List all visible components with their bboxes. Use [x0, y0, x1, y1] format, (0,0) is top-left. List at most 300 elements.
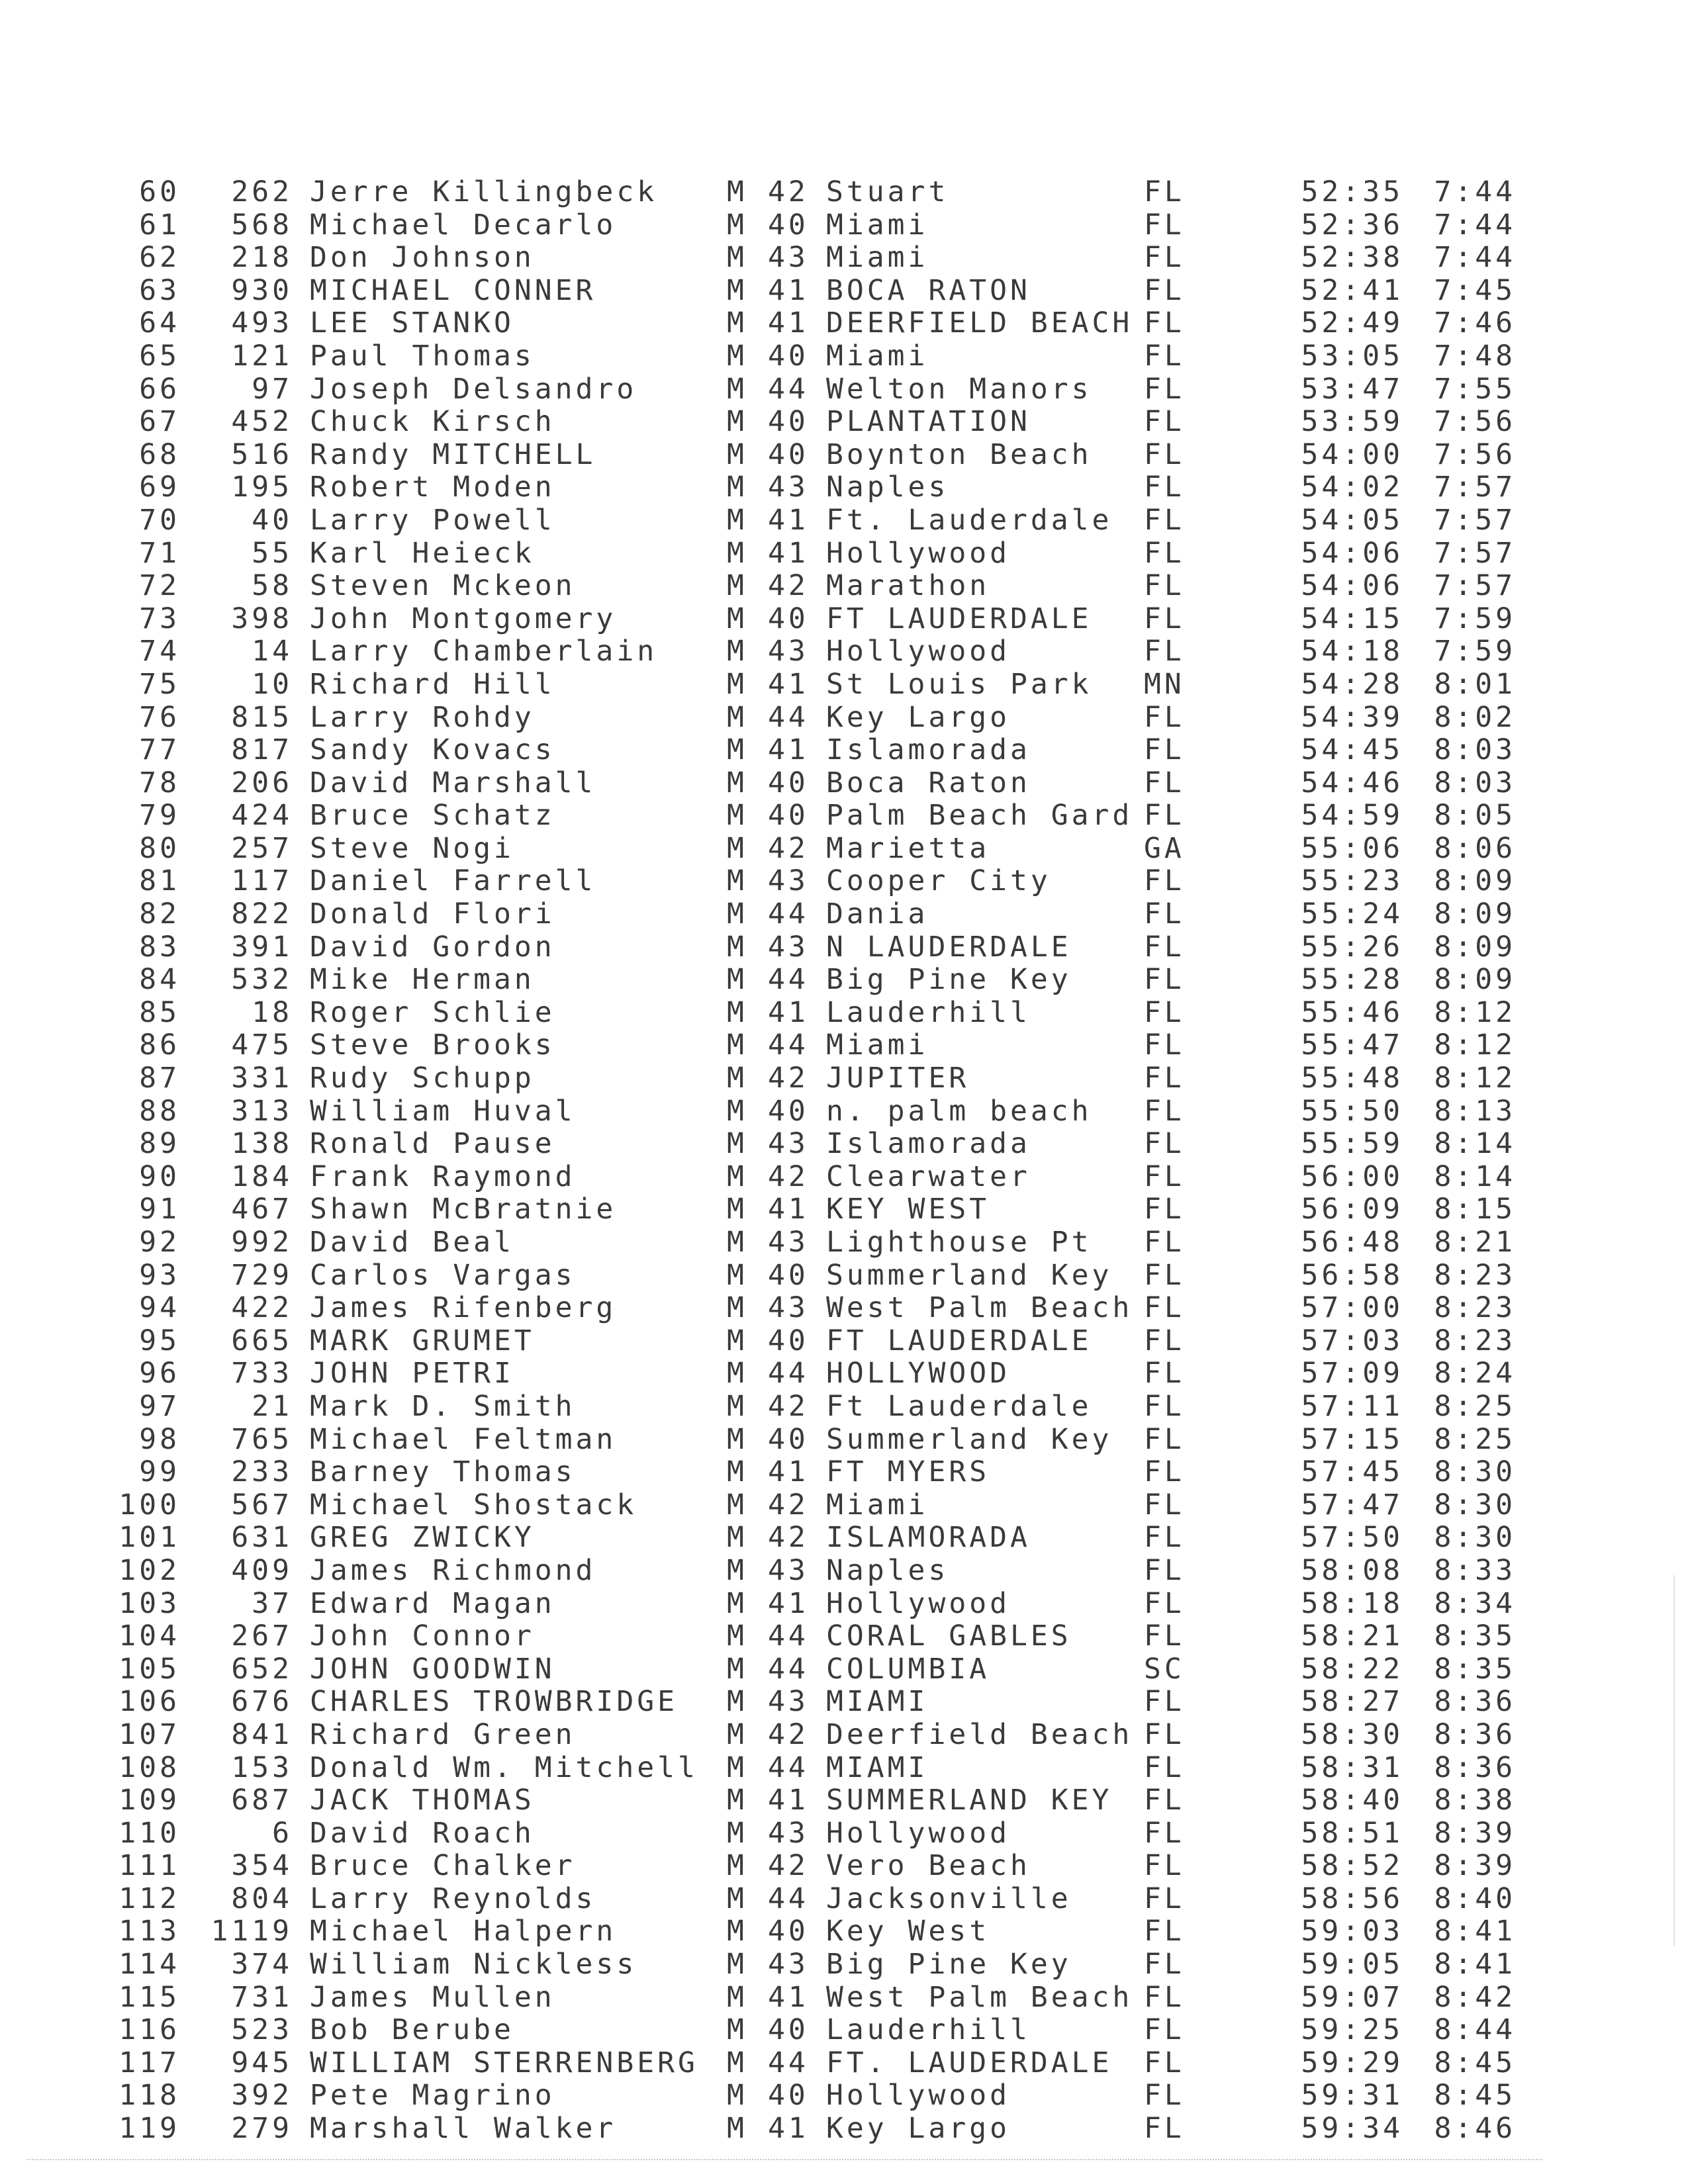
- city-cell: Dania: [826, 897, 929, 931]
- result-row: [0, 1095, 1688, 1128]
- sex-cell: M: [727, 1816, 747, 1850]
- state-cell: FL: [1144, 635, 1185, 668]
- city-cell: West Palm Beach: [826, 1291, 1133, 1325]
- state-cell: FL: [1144, 339, 1185, 373]
- place-cell: 81: [139, 864, 180, 898]
- sex-cell: M: [727, 2079, 747, 2113]
- bib-cell: 279: [231, 2112, 293, 2146]
- result-row: [0, 2014, 1688, 2047]
- name-cell: MARK GRUMET: [310, 1324, 535, 1357]
- bib-cell: 815: [231, 700, 293, 734]
- sex-cell: M: [727, 1784, 747, 1817]
- bib-cell: 37: [252, 1586, 293, 1620]
- bib-cell: 14: [252, 635, 293, 668]
- sex-cell: M: [727, 1422, 747, 1456]
- state-cell: FL: [1144, 1521, 1185, 1555]
- bib-cell: 18: [252, 995, 293, 1029]
- time-cell: 57:11: [1301, 1389, 1403, 1423]
- sex-cell: M: [727, 930, 747, 964]
- city-cell: Cooper City: [826, 864, 1051, 898]
- sex-cell: M: [727, 437, 747, 471]
- city-cell: Big Pine Key: [826, 963, 1072, 997]
- state-cell: FL: [1144, 864, 1185, 898]
- bib-cell: 804: [231, 1882, 293, 1915]
- age-cell: 41: [768, 1784, 809, 1817]
- bottom-rule: [26, 2159, 1542, 2160]
- time-cell: 55:28: [1301, 963, 1403, 997]
- age-cell: 42: [768, 1062, 809, 1095]
- result-row: [0, 1784, 1688, 1817]
- place-cell: 60: [139, 175, 180, 208]
- state-cell: FL: [1144, 963, 1185, 997]
- result-row: [0, 1292, 1688, 1325]
- bib-cell: 40: [252, 503, 293, 537]
- pace-cell: 8:21: [1434, 1226, 1516, 1259]
- time-cell: 58:52: [1301, 1849, 1403, 1883]
- bib-cell: 58: [252, 569, 293, 603]
- pace-cell: 7:57: [1434, 503, 1516, 537]
- sex-cell: M: [727, 1553, 747, 1587]
- bib-cell: 218: [231, 241, 293, 275]
- age-cell: 40: [768, 208, 809, 242]
- scan-edge-mark: [1673, 1575, 1675, 1946]
- result-row: [0, 1226, 1688, 1259]
- time-cell: 59:29: [1301, 2046, 1403, 2079]
- age-cell: 41: [768, 2112, 809, 2146]
- result-row: [0, 1588, 1688, 1621]
- result-row: [0, 964, 1688, 997]
- age-cell: 44: [768, 897, 809, 931]
- place-cell: 62: [139, 241, 180, 275]
- time-cell: 56:48: [1301, 1226, 1403, 1259]
- result-row: [0, 1555, 1688, 1588]
- place-cell: 88: [139, 1094, 180, 1128]
- place-cell: 67: [139, 405, 180, 439]
- pace-cell: 8:03: [1434, 766, 1516, 799]
- state-cell: FL: [1144, 1488, 1185, 1522]
- sex-cell: M: [727, 1685, 747, 1719]
- age-cell: 42: [768, 831, 809, 865]
- result-row: [0, 2079, 1688, 2113]
- bib-cell: 1119: [211, 1915, 293, 1948]
- time-cell: 55:46: [1301, 995, 1403, 1029]
- bib-cell: 568: [231, 208, 293, 242]
- name-cell: JACK THOMAS: [310, 1784, 535, 1817]
- age-cell: 44: [768, 963, 809, 997]
- time-cell: 54:06: [1301, 569, 1403, 603]
- pace-cell: 8:30: [1434, 1455, 1516, 1489]
- time-cell: 54:45: [1301, 733, 1403, 767]
- result-row: [0, 635, 1688, 668]
- bib-cell: 652: [231, 1652, 293, 1686]
- age-cell: 44: [768, 700, 809, 734]
- state-cell: FL: [1144, 1816, 1185, 1850]
- time-cell: 57:50: [1301, 1521, 1403, 1555]
- time-cell: 58:18: [1301, 1586, 1403, 1620]
- bib-cell: 195: [231, 471, 293, 504]
- city-cell: Miami: [826, 241, 929, 275]
- age-cell: 40: [768, 1094, 809, 1128]
- name-cell: JOHN PETRI: [310, 1357, 514, 1390]
- pace-cell: 7:57: [1434, 569, 1516, 603]
- pace-cell: 7:57: [1434, 536, 1516, 570]
- pace-cell: 8:25: [1434, 1422, 1516, 1456]
- sex-cell: M: [727, 733, 747, 767]
- sex-cell: M: [727, 1160, 747, 1193]
- place-cell: 93: [139, 1258, 180, 1292]
- age-cell: 40: [768, 2013, 809, 2047]
- result-row: [0, 1686, 1688, 1719]
- bib-cell: 97: [252, 372, 293, 406]
- state-cell: FL: [1144, 1062, 1185, 1095]
- time-cell: 58:27: [1301, 1685, 1403, 1719]
- time-cell: 56:09: [1301, 1193, 1403, 1226]
- pace-cell: 8:23: [1434, 1291, 1516, 1325]
- age-cell: 42: [768, 569, 809, 603]
- state-cell: FL: [1144, 536, 1185, 570]
- age-cell: 40: [768, 405, 809, 439]
- city-cell: MIAMI: [826, 1685, 929, 1719]
- city-cell: Summerland Key: [826, 1422, 1113, 1456]
- city-cell: Key Largo: [826, 700, 1010, 734]
- bib-cell: 676: [231, 1685, 293, 1719]
- age-cell: 43: [768, 1948, 809, 1981]
- name-cell: Larry Powell: [310, 503, 555, 537]
- pace-cell: 8:14: [1434, 1127, 1516, 1161]
- city-cell: FT MYERS: [826, 1455, 990, 1489]
- city-cell: Big Pine Key: [826, 1948, 1072, 1981]
- time-cell: 57:09: [1301, 1357, 1403, 1390]
- place-cell: 89: [139, 1127, 180, 1161]
- state-cell: FL: [1144, 1094, 1185, 1128]
- result-row: [0, 1620, 1688, 1653]
- age-cell: 41: [768, 306, 809, 340]
- sex-cell: M: [727, 1586, 747, 1620]
- bib-cell: 391: [231, 930, 293, 964]
- bib-cell: 257: [231, 831, 293, 865]
- state-cell: FL: [1144, 175, 1185, 208]
- city-cell: West Palm Beach: [826, 1980, 1133, 2014]
- state-cell: FL: [1144, 2013, 1185, 2047]
- time-cell: 54:06: [1301, 536, 1403, 570]
- sex-cell: M: [727, 995, 747, 1029]
- result-row: [0, 734, 1688, 767]
- pace-cell: 7:59: [1434, 635, 1516, 668]
- place-cell: 97: [139, 1389, 180, 1423]
- time-cell: 57:45: [1301, 1455, 1403, 1489]
- result-row: [0, 1357, 1688, 1390]
- bib-cell: 21: [252, 1389, 293, 1423]
- result-row: [0, 439, 1688, 472]
- city-cell: Marathon: [826, 569, 990, 603]
- age-cell: 44: [768, 372, 809, 406]
- place-cell: 111: [118, 1849, 180, 1883]
- age-cell: 43: [768, 864, 809, 898]
- place-cell: 68: [139, 437, 180, 471]
- name-cell: David Marshall: [310, 766, 596, 799]
- age-cell: 44: [768, 1619, 809, 1653]
- city-cell: Palm Beach Gard: [826, 799, 1133, 833]
- time-cell: 55:23: [1301, 864, 1403, 898]
- age-cell: 43: [768, 930, 809, 964]
- place-cell: 109: [118, 1784, 180, 1817]
- bib-cell: 262: [231, 175, 293, 208]
- name-cell: Carlos Vargas: [310, 1258, 576, 1292]
- time-cell: 56:00: [1301, 1160, 1403, 1193]
- city-cell: Hollywood: [826, 2079, 1010, 2113]
- result-row: [0, 1456, 1688, 1489]
- age-cell: 44: [768, 1652, 809, 1686]
- age-cell: 43: [768, 1816, 809, 1850]
- bib-cell: 930: [231, 273, 293, 307]
- name-cell: Richard Hill: [310, 667, 555, 701]
- state-cell: FL: [1144, 1455, 1185, 1489]
- age-cell: 44: [768, 2046, 809, 2079]
- time-cell: 53:05: [1301, 339, 1403, 373]
- place-cell: 95: [139, 1324, 180, 1357]
- sex-cell: M: [727, 2046, 747, 2079]
- place-cell: 119: [118, 2112, 180, 2146]
- pace-cell: 8:46: [1434, 2112, 1516, 2146]
- city-cell: Naples: [826, 471, 949, 504]
- name-cell: Bob Berube: [310, 2013, 514, 2047]
- bib-cell: 493: [231, 306, 293, 340]
- name-cell: William Huval: [310, 1094, 576, 1128]
- bib-cell: 121: [231, 339, 293, 373]
- age-cell: 44: [768, 1028, 809, 1062]
- state-cell: FL: [1144, 897, 1185, 931]
- name-cell: Paul Thomas: [310, 339, 535, 373]
- place-cell: 96: [139, 1357, 180, 1390]
- name-cell: Jerre Killingbeck: [310, 175, 658, 208]
- pace-cell: 8:12: [1434, 995, 1516, 1029]
- sex-cell: M: [727, 667, 747, 701]
- age-cell: 42: [768, 1488, 809, 1522]
- bib-cell: 729: [231, 1258, 293, 1292]
- pace-cell: 8:15: [1434, 1193, 1516, 1226]
- name-cell: Michael Halpern: [310, 1915, 617, 1948]
- sex-cell: M: [727, 503, 747, 537]
- city-cell: Deerfield Beach: [826, 1717, 1133, 1751]
- name-cell: David Roach: [310, 1816, 535, 1850]
- result-row: [0, 537, 1688, 570]
- age-cell: 40: [768, 602, 809, 635]
- place-cell: 77: [139, 733, 180, 767]
- city-cell: Hollywood: [826, 635, 1010, 668]
- pace-cell: 8:14: [1434, 1160, 1516, 1193]
- place-cell: 90: [139, 1160, 180, 1193]
- time-cell: 57:47: [1301, 1488, 1403, 1522]
- bib-cell: 532: [231, 963, 293, 997]
- name-cell: Marshall Walker: [310, 2112, 617, 2146]
- pace-cell: 8:12: [1434, 1062, 1516, 1095]
- age-cell: 44: [768, 1751, 809, 1784]
- time-cell: 57:15: [1301, 1422, 1403, 1456]
- state-cell: FL: [1144, 1915, 1185, 1948]
- state-cell: FL: [1144, 995, 1185, 1029]
- name-cell: CHARLES TROWBRIDGE: [310, 1685, 678, 1719]
- place-cell: 66: [139, 372, 180, 406]
- result-row: [0, 1850, 1688, 1883]
- name-cell: Steven Mckeon: [310, 569, 576, 603]
- state-cell: FL: [1144, 2046, 1185, 2079]
- time-cell: 54:46: [1301, 766, 1403, 799]
- city-cell: MIAMI: [826, 1751, 929, 1784]
- state-cell: MN: [1144, 667, 1185, 701]
- bib-cell: 374: [231, 1948, 293, 1981]
- pace-cell: 8:30: [1434, 1488, 1516, 1522]
- age-cell: 43: [768, 471, 809, 504]
- sex-cell: M: [727, 273, 747, 307]
- state-cell: FL: [1144, 437, 1185, 471]
- city-cell: Welton Manors: [826, 372, 1092, 406]
- result-row: [0, 1128, 1688, 1161]
- name-cell: Ronald Pause: [310, 1127, 555, 1161]
- time-cell: 55:06: [1301, 831, 1403, 865]
- name-cell: Larry Reynolds: [310, 1882, 596, 1915]
- pace-cell: 8:45: [1434, 2079, 1516, 2113]
- city-cell: St Louis Park: [826, 667, 1092, 701]
- state-cell: FL: [1144, 1717, 1185, 1751]
- pace-cell: 8:06: [1434, 831, 1516, 865]
- pace-cell: 8:03: [1434, 733, 1516, 767]
- place-cell: 113: [118, 1915, 180, 1948]
- time-cell: 53:47: [1301, 372, 1403, 406]
- age-cell: 40: [768, 766, 809, 799]
- pace-cell: 8:39: [1434, 1816, 1516, 1850]
- place-cell: 63: [139, 273, 180, 307]
- time-cell: 54:00: [1301, 437, 1403, 471]
- result-row: [0, 307, 1688, 340]
- age-cell: 42: [768, 175, 809, 208]
- city-cell: PLANTATION: [826, 405, 1031, 439]
- state-cell: FL: [1144, 1882, 1185, 1915]
- place-cell: 70: [139, 503, 180, 537]
- city-cell: Boynton Beach: [826, 437, 1092, 471]
- age-cell: 43: [768, 635, 809, 668]
- state-cell: FL: [1144, 503, 1185, 537]
- pace-cell: 8:36: [1434, 1717, 1516, 1751]
- bib-cell: 945: [231, 2046, 293, 2079]
- sex-cell: M: [727, 536, 747, 570]
- result-row: [0, 833, 1688, 866]
- pace-cell: 8:23: [1434, 1258, 1516, 1292]
- state-cell: FL: [1144, 1980, 1185, 2014]
- state-cell: FL: [1144, 1193, 1185, 1226]
- pace-cell: 8:09: [1434, 864, 1516, 898]
- state-cell: FL: [1144, 1291, 1185, 1325]
- name-cell: Frank Raymond: [310, 1160, 576, 1193]
- place-cell: 103: [118, 1586, 180, 1620]
- result-row: [0, 2047, 1688, 2080]
- sex-cell: M: [727, 1226, 747, 1259]
- name-cell: Daniel Farrell: [310, 864, 596, 898]
- pace-cell: 8:35: [1434, 1652, 1516, 1686]
- time-cell: 55:47: [1301, 1028, 1403, 1062]
- age-cell: 43: [768, 1685, 809, 1719]
- city-cell: Islamorada: [826, 733, 1031, 767]
- city-cell: COLUMBIA: [826, 1652, 990, 1686]
- name-cell: Mike Herman: [310, 963, 535, 997]
- bib-cell: 392: [231, 2079, 293, 2113]
- age-cell: 40: [768, 2079, 809, 2113]
- place-cell: 104: [118, 1619, 180, 1653]
- result-row: [0, 1653, 1688, 1686]
- bib-cell: 331: [231, 1062, 293, 1095]
- age-cell: 42: [768, 1521, 809, 1555]
- place-cell: 76: [139, 700, 180, 734]
- name-cell: Don Johnson: [310, 241, 535, 275]
- sex-cell: M: [727, 1488, 747, 1522]
- name-cell: Chuck Kirsch: [310, 405, 555, 439]
- result-row: [0, 799, 1688, 833]
- name-cell: Rudy Schupp: [310, 1062, 535, 1095]
- sex-cell: M: [727, 2112, 747, 2146]
- sex-cell: M: [727, 1062, 747, 1095]
- time-cell: 58:30: [1301, 1717, 1403, 1751]
- result-row: [0, 1817, 1688, 1850]
- state-cell: FL: [1144, 2079, 1185, 2113]
- city-cell: FT. LAUDERDALE: [826, 2046, 1113, 2079]
- time-cell: 55:50: [1301, 1094, 1403, 1128]
- result-row: [0, 1522, 1688, 1555]
- place-cell: 73: [139, 602, 180, 635]
- age-cell: 42: [768, 1389, 809, 1423]
- result-row: [0, 1424, 1688, 1457]
- city-cell: FT LAUDERDALE: [826, 602, 1092, 635]
- sex-cell: M: [727, 1717, 747, 1751]
- sex-cell: M: [727, 1324, 747, 1357]
- time-cell: 57:00: [1301, 1291, 1403, 1325]
- name-cell: Richard Green: [310, 1717, 576, 1751]
- city-cell: Boca Raton: [826, 766, 1031, 799]
- city-cell: Key West: [826, 1915, 990, 1948]
- name-cell: Mark D. Smith: [310, 1389, 576, 1423]
- state-cell: FL: [1144, 1127, 1185, 1161]
- city-cell: Key Largo: [826, 2112, 1010, 2146]
- state-cell: FL: [1144, 1685, 1185, 1719]
- state-cell: FL: [1144, 569, 1185, 603]
- sex-cell: M: [727, 864, 747, 898]
- result-row: [0, 340, 1688, 373]
- sex-cell: M: [727, 963, 747, 997]
- place-cell: 91: [139, 1193, 180, 1226]
- city-cell: BOCA RATON: [826, 273, 1031, 307]
- result-row: [0, 997, 1688, 1030]
- time-cell: 53:59: [1301, 405, 1403, 439]
- pace-cell: 7:44: [1434, 241, 1516, 275]
- name-cell: Bruce Chalker: [310, 1849, 576, 1883]
- result-row: [0, 668, 1688, 702]
- results-list: [0, 176, 1688, 2146]
- result-row: [0, 242, 1688, 275]
- time-cell: 59:31: [1301, 2079, 1403, 2113]
- name-cell: LEE STANKO: [310, 306, 514, 340]
- place-cell: 86: [139, 1028, 180, 1062]
- city-cell: Miami: [826, 339, 929, 373]
- sex-cell: M: [727, 897, 747, 931]
- place-cell: 94: [139, 1291, 180, 1325]
- bib-cell: 153: [231, 1751, 293, 1784]
- time-cell: 52:35: [1301, 175, 1403, 208]
- result-row: [0, 1752, 1688, 1785]
- pace-cell: 8:13: [1434, 1094, 1516, 1128]
- pace-cell: 8:41: [1434, 1915, 1516, 1948]
- bib-cell: 567: [231, 1488, 293, 1522]
- state-cell: FL: [1144, 1258, 1185, 1292]
- result-row: [0, 1390, 1688, 1424]
- age-cell: 41: [768, 733, 809, 767]
